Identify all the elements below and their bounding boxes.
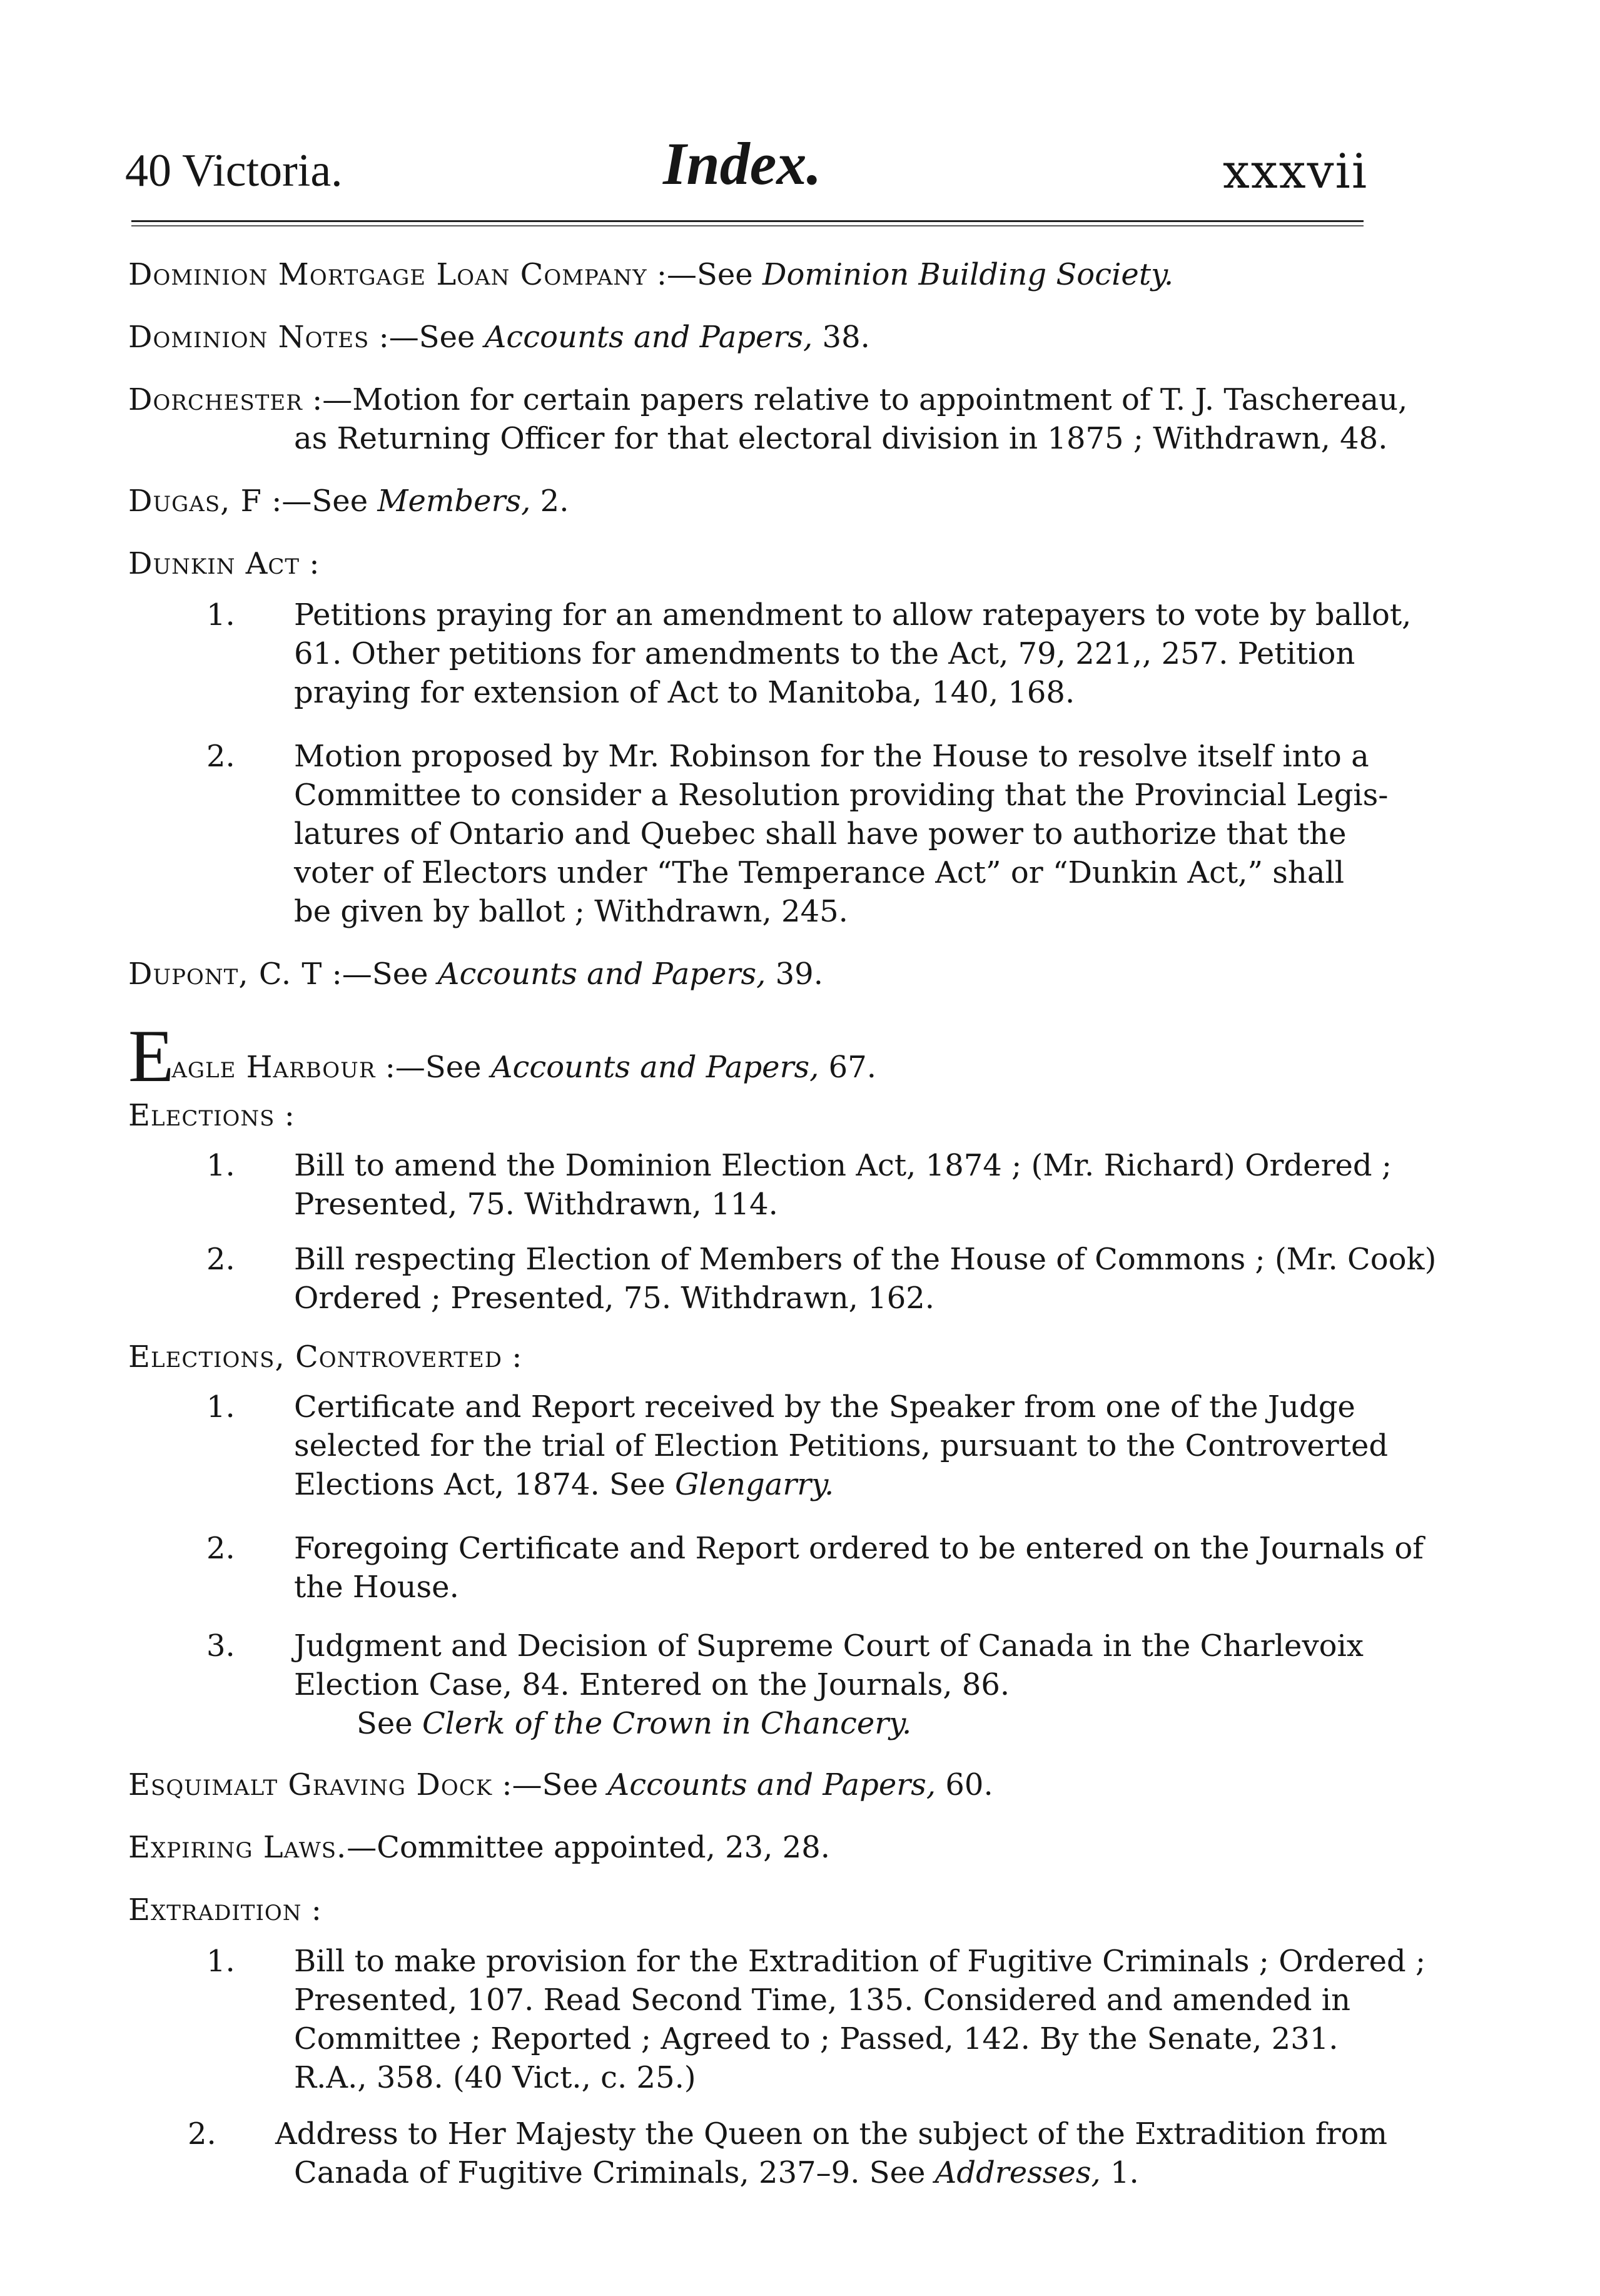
running-header-left: 40 Victoria. [125, 145, 343, 196]
cross-reference: Members, [377, 484, 531, 519]
item-text: voter of Electors under “The Temperance Act” or “Dunkin Act,” shall [294, 855, 1345, 890]
item-text: Elections Act, 1874. See Glengarry. [294, 1467, 834, 1502]
item-text: Motion proposed by Mr. Robinson for the House to resolve itself into a [294, 739, 1369, 774]
item-text: be given by ballot ; Withdrawn, 245. [294, 894, 848, 929]
item-number: 2. [206, 1531, 235, 1566]
entry-dugas: Dugas, F :—See Members, 2. [128, 484, 569, 519]
entry-heading: Dorchester [128, 382, 303, 417]
entry-continuation: as Returning Officer for that electoral division in 1875 ; Withdrawn, 48. [294, 421, 1388, 456]
entry-elections-controverted: Elections, Controverted : [128, 1339, 522, 1374]
cross-reference: Accounts and Papers, [607, 1767, 936, 1802]
item-text: Bill respecting Election of Members of the House of Commons ; (Mr. Cook) [294, 1242, 1437, 1277]
cross-reference: Addresses, [934, 2155, 1101, 2190]
entry-heading: Dominion Notes [128, 320, 370, 355]
entry-dupont: Dupont, C. T :—See Accounts and Papers, 39. [128, 957, 823, 992]
item-text: Address to Her Majesty the Queen on the subject of the Extradition from [275, 2116, 1387, 2151]
page-number: xxxvii [1223, 143, 1369, 199]
cross-reference: Clerk of the Crown in Chancery. [422, 1706, 912, 1741]
see-also-line: See Clerk of the Crown in Chancery. [357, 1706, 912, 1741]
cross-reference: Accounts and Papers, [484, 320, 813, 355]
cross-reference: Dominion Building Society. [762, 257, 1174, 292]
entry-heading: Extradition [128, 1892, 302, 1928]
entry-heading: Elections [128, 1098, 275, 1133]
item-text: Bill to make provision for the Extradition of Fugitive Criminals ; Ordered ; [294, 1944, 1426, 1979]
item-text: Foregoing Certificate and Report ordered to be entered on the Journals of [294, 1531, 1424, 1566]
entry-heading: Esquimalt Graving Dock [128, 1767, 493, 1802]
entry-extradition: Extradition : [128, 1892, 322, 1928]
entry-heading: Dupont, C. T [128, 957, 323, 992]
entry-heading: Expiring Laws. [128, 1830, 347, 1865]
item-number: 3. [206, 1628, 235, 1664]
drop-cap-letter: E [128, 1014, 175, 1097]
header-rule [131, 220, 1364, 222]
item-text: latures of Ontario and Quebec shall have power to authorize that the [294, 816, 1347, 851]
item-text: Certificate and Report received by the Speaker from one of the Judge [294, 1389, 1355, 1425]
item-number: 1. [206, 1944, 235, 1979]
entry-dunkin-act: Dunkin Act : [128, 546, 320, 581]
item-text: Committee to consider a Resolution providing that the Provincial Legis- [294, 778, 1389, 813]
item-number: 2. [206, 739, 235, 774]
entry-dominion-notes: Dominion Notes :—See Accounts and Papers, 38. [128, 320, 870, 355]
entry-heading: Dugas, F [128, 484, 262, 519]
item-text: Election Case, 84. Entered on the Journals, 86. [294, 1667, 1010, 1702]
item-text: Bill to amend the Dominion Election Act, 1874 ; (Mr. Richard) Ordered ; [294, 1148, 1392, 1183]
item-text: the House. [294, 1570, 459, 1605]
entry-heading: Dominion Mortgage Loan Company [128, 257, 647, 292]
header-rule-lower [131, 225, 1364, 226]
entry-heading: agle Harbour [171, 1050, 376, 1085]
entry-dorchester: Dorchester :—Motion for certain papers relative to appointment of T. J. Taschereau, [128, 382, 1408, 417]
item-text: praying for extension of Act to Manitoba, 140, 168. [294, 675, 1075, 710]
item-text: Presented, 107. Read Second Time, 135. Considered and amended in [294, 1983, 1351, 2018]
item-text: Ordered ; Presented, 75. Withdrawn, 162. [294, 1281, 935, 1316]
item-text: selected for the trial of Election Petitions, pursuant to the Controverted [294, 1428, 1389, 1463]
item-number: 2. [206, 1242, 235, 1277]
item-number: 1. [206, 597, 235, 632]
item-text: Judgment and Decision of Supreme Court of Canada in the Charlevoix [294, 1628, 1364, 1664]
entry-expiring-laws: Expiring Laws.—Committee appointed, 23, 28. [128, 1830, 831, 1865]
item-text: Presented, 75. Withdrawn, 114. [294, 1187, 778, 1222]
item-text: R.A., 358. (40 Vict., c. 25.) [294, 2060, 696, 2095]
item-number: 1. [206, 1148, 235, 1183]
cross-reference: Accounts and Papers, [490, 1050, 819, 1085]
item-text: 61. Other petitions for amendments to the Act, 79, 221,, 257. Petition [294, 636, 1355, 671]
entry-heading: Dunkin Act [128, 546, 300, 581]
cross-reference: Accounts and Papers, [437, 957, 766, 992]
entry-heading: Elections, Controverted [128, 1339, 503, 1374]
item-text: Canada of Fugitive Criminals, 237–9. See Addresses, 1. [294, 2155, 1139, 2190]
entry-elections: Elections : [128, 1098, 295, 1133]
item-number: 1. [206, 1389, 235, 1425]
item-text: Committee ; Reported ; Agreed to ; Passed, 142. By the Senate, 231. [294, 2021, 1339, 2056]
running-header-title: Index. [663, 130, 822, 197]
item-number: 2. [188, 2116, 216, 2151]
cross-reference: Glengarry. [675, 1467, 834, 1502]
entry-eagle-harbour: Eagle Harbour :—See Accounts and Papers, 67. [128, 1014, 877, 1097]
item-text: Petitions praying for an amendment to allow ratepayers to vote by ballot, [294, 597, 1412, 632]
entry-dominion-mortgage: Dominion Mortgage Loan Company :—See Dominion Building Society. [128, 257, 1174, 292]
entry-esquimalt: Esquimalt Graving Dock :—See Accounts and Papers, 60. [128, 1767, 993, 1802]
